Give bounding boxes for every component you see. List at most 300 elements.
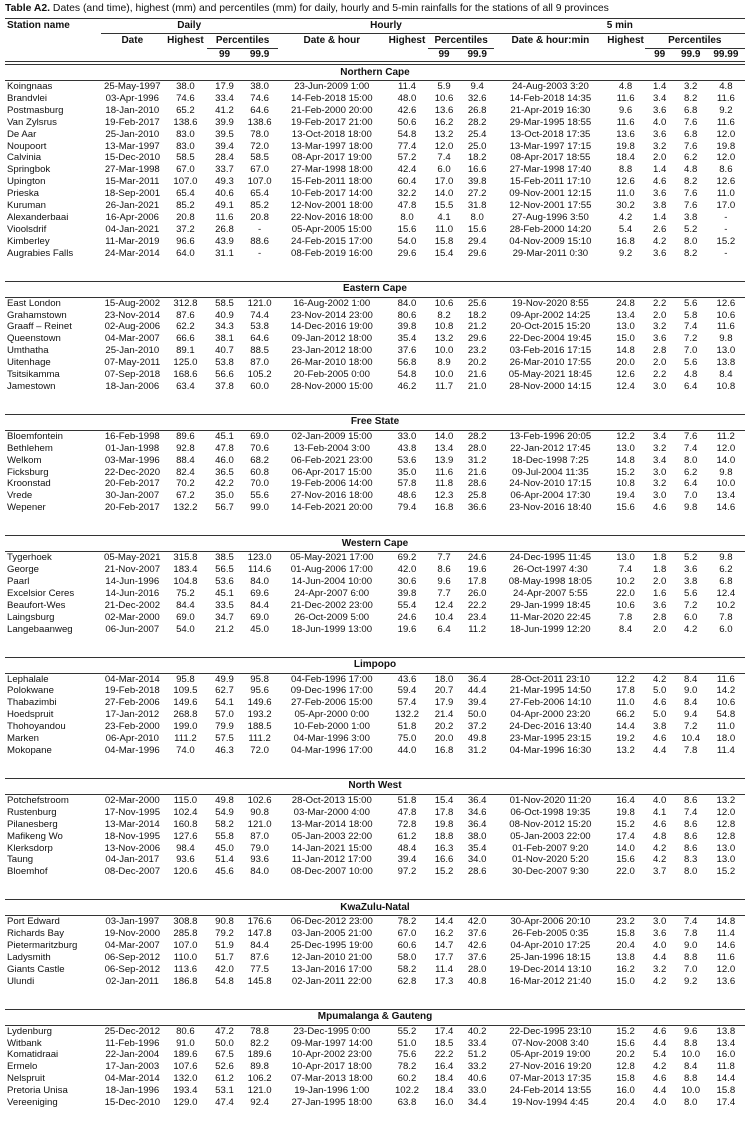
hourly-p999-cell: 31.2 [467,744,487,756]
hourly-highest-cell: 58.2 [397,963,417,975]
hourly-date-cell: 28-Oct-2013 15:00 [291,794,372,806]
daily-p999-cell: 145.8 [247,975,272,987]
hourly-date-cell: 06-Dec-2012 23:00 [290,916,373,928]
daily-p999-cell: 45.0 [250,623,269,635]
hourly-p999-cell: 40.8 [467,975,487,987]
five-min-date-cell: 07-Nov-2008 3:40 [511,1037,589,1049]
daily-highest-cell: 308.8 [173,916,198,928]
daily-date-cell: 08-Dec-2007 [104,866,161,878]
station-name-cell: Queenstown [7,333,61,345]
hourly-date-cell: 09-Mar-1997 14:00 [291,1037,373,1049]
daily-highest-cell: 160.8 [173,818,198,830]
province-section-header [5,900,745,916]
five-min-p99-cell: 4.2 [652,673,667,685]
five-min-p9999-cell: 15.2 [716,235,736,247]
daily-date-cell: 02-Aug-2006 [104,321,161,333]
daily-highest-cell: 82.4 [176,466,195,478]
daily-p99-cell: 33.7 [215,164,234,176]
hourly-p99-cell: 15.2 [434,866,454,878]
hourly-p99-cell: 10.0 [434,369,454,381]
table-row [5,952,745,964]
daily-date-cell: 24-Mar-2014 [104,247,160,259]
five-min-highest-cell: 19.4 [616,490,635,502]
five-min-p9999-cell: 10.2 [716,599,736,611]
table-row [5,212,745,224]
table-row [5,697,745,709]
five-min-p9999-cell: 13.6 [716,975,736,987]
hourly-highest-cell: 57.2 [397,152,417,164]
daily-highest-cell: 85.2 [176,200,195,212]
hourly-date-cell: 21-Feb-2000 20:00 [291,104,373,116]
daily-highest-cell: 80.6 [176,1025,195,1037]
daily-highest-cell: 65.4 [176,188,195,200]
five-min-p99-cell: 2.2 [652,297,667,309]
hourly-p99-cell: 13.9 [434,454,454,466]
five-min-p99-cell: 3.2 [652,321,667,333]
daily-p99-cell: 47.4 [215,1097,234,1109]
daily-p99-cell: 55.8 [215,830,234,842]
daily-date-cell: 25-Dec-2012 [104,1025,161,1037]
five-min-date-cell: 15-Feb-2011 17:10 [509,176,591,188]
station-name-cell: Excelsior Ceres [7,587,75,599]
daily-p99-cell: 67.5 [215,1049,234,1061]
daily-date-cell: 17-Jan-2012 [105,709,160,721]
daily-date-cell: 22-Dec-2020 [104,466,161,478]
table-row [5,928,745,940]
daily-p999-cell: 20.8 [250,211,269,223]
table-row [5,733,745,745]
hourly-p999-cell: 26.8 [467,104,487,116]
five-min-p99-cell: 4.6 [652,502,667,514]
five-min-p99-cell: 5.0 [652,685,667,697]
five-min-date-cell: 24-Apr-2007 5:55 [513,587,588,599]
five-min-highest-cell: 16.4 [616,794,635,806]
five-min-date-cell: 26-Oct-1997 4:30 [513,564,588,576]
province-name: North West [5,778,745,794]
daily-p99-cell: 31.1 [215,247,234,259]
hourly-date-cell: 19-Feb-2006 14:00 [291,478,373,490]
hourly-p999-cell: 23.4 [467,611,487,623]
daily-p999-cell: 95.8 [250,673,269,685]
station-name-cell: Pretoria Unisa [7,1085,68,1097]
daily-p99-cell: 33.5 [215,599,234,611]
five-min-p99-cell: 3.0 [652,916,667,928]
five-min-p999-cell: 9.4 [684,709,698,721]
five-min-date-cell: 22-Jan-2012 17:45 [510,442,591,454]
hourly-date-cell: 21-Dec-2002 23:00 [290,599,373,611]
section-spacer [5,514,745,536]
daily-p99-cell: 61.2 [215,1073,234,1085]
daily-p99-cell: 49.3 [215,176,234,188]
five-min-p9999-cell: 14.8 [716,916,736,928]
table-row [5,843,745,855]
five-min-highest-cell: 22.0 [616,866,635,878]
table-row [5,576,745,588]
daily-date-cell: 01-Jan-1998 [105,442,160,454]
five-min-p999-cell: 8.3 [684,854,698,866]
hourly-p99-cell: 16.8 [434,502,454,514]
daily-date-cell: 18-Nov-1995 [104,830,161,842]
five-min-p99-cell: 3.0 [652,466,667,478]
five-min-highest-cell: 14.8 [616,345,635,357]
hourly-p99-cell: 11.8 [435,478,454,490]
province-section-header [5,281,745,297]
station-name-cell: Rustenburg [7,806,57,818]
hourly-p99-cell: 20.0 [434,733,454,745]
station-name-cell: Kuruman [7,200,46,212]
five-min-highest-cell: 10.2 [616,576,635,587]
daily-highest-cell: 168.6 [173,369,198,381]
hourly-p99-cell: 10.6 [434,92,454,104]
station-name-cell: Witbank [7,1037,42,1049]
table-row [5,490,745,502]
five-min-p99-cell: 2.0 [652,623,667,635]
five-min-p999-cell: 8.0 [684,235,698,247]
five-min-p99-cell: 3.2 [652,478,667,490]
hourly-p99-cell: 10.6 [434,297,454,309]
hourly-p99-cell: 11.4 [435,963,454,975]
five-min-p99-cell: 1.4 [652,211,667,223]
table-row [5,600,745,612]
five-min-p9999-cell: 10.0 [716,478,736,490]
daily-date-cell: 04-Jan-2017 [105,854,160,866]
table-row [5,1038,745,1050]
hourly-date-cell: 18-Jun-1999 13:00 [291,623,373,635]
five-min-p999-cell: 5.6 [684,587,698,599]
hourly-highest-cell: 54.8 [397,128,417,140]
hourly-p99-cell: 7.7 [437,552,451,564]
hourly-p999-cell: 11.2 [468,623,487,635]
hourly-p99-cell: 11.7 [435,380,454,392]
five-min-p9999-cell: 12.0 [716,128,736,140]
province-name: Eastern Cape [5,281,745,297]
hourly-date-cell: 04-Mar-1996 3:00 [293,733,370,745]
table-row [5,964,745,976]
station-name-cell: Ulundi [7,975,35,987]
daily-p99-header: 99 [207,49,241,62]
hourly-highest-cell: 24.6 [397,611,417,623]
daily-highest-cell: 132.2 [173,502,198,514]
hourly-p999-cell: 34.4 [467,1097,487,1109]
table-row [5,141,745,153]
daily-p99-cell: 46.3 [215,744,234,756]
five-min-p999-cell: 7.2 [684,599,698,611]
daily-percentiles-header: Percentiles [207,34,277,49]
daily-highest-cell: 115.0 [173,794,198,806]
hourly-date-cell: 20-Feb-2005 0:00 [293,369,370,381]
daily-date-cell: 18-Jan-2010 [105,104,160,116]
five-min-p999-cell: 5.8 [684,309,698,321]
station-name-cell: Bloemfontein [7,430,63,442]
daily-p999-cell: 87.0 [250,357,269,369]
hourly-date-cell: 05-Apr-2005 15:00 [291,223,372,235]
five-min-date-cell: 26-Mar-2010 17:55 [509,357,592,369]
daily-p999-cell: 121.0 [247,297,272,309]
hourly-date-cell: 08-Dec-2007 10:00 [290,866,373,878]
five-min-date-cell: 21-Mar-1995 14:50 [509,685,592,697]
hourly-p999-cell: 26.0 [467,587,487,599]
daily-date-cell: 22-Jan-2004 [105,1049,160,1061]
five-min-p9999-cell: 14.4 [716,1073,736,1085]
five-min-date-cell: 22-Dec-1995 23:10 [509,1025,592,1037]
five-min-p99-cell: 4.0 [652,1097,667,1109]
five-min-date-cell: 04-Nov-2009 15:10 [509,235,592,247]
hourly-date-cell: 25-Dec-1995 19:00 [290,940,373,952]
section-spacer [5,878,745,900]
hourly-p999-cell: 25.4 [467,128,487,140]
five-min-p9999-cell: 6.8 [719,576,733,587]
hourly-p99-cell: 7.4 [437,152,451,164]
hourly-p99-cell: 14.4 [434,916,454,928]
five-min-date-cell: 09-Jul-2004 11:35 [512,466,589,478]
five-min-p999-cell: 7.2 [684,721,698,733]
daily-highest-cell: 83.0 [176,140,195,152]
table-row [5,105,745,117]
five-min-p99-cell: 5.4 [652,1049,667,1061]
station-name-cell: Tsitsikamma [7,369,60,381]
station-name-cell: Umthatha [7,345,49,357]
five-min-p9999-cell: 12.6 [716,297,736,309]
daily-date-cell: 19-Feb-2018 [104,685,160,697]
five-min-date-cell: 05-Jan-2003 22:00 [510,830,591,842]
table-label: Table A2. [5,3,51,14]
daily-p999-cell: 95.6 [250,685,269,697]
hourly-p999-cell: 35.4 [467,842,487,854]
five-min-p99-cell: 2.0 [652,309,667,321]
five-min-date-cell: 19-Nov-1994 4:45 [511,1097,589,1109]
five-min-p99-cell: 3.6 [652,104,667,116]
station-name-cell: Lephalale [7,673,49,685]
daily-p99-cell: 79.9 [215,721,234,733]
five-min-p99-cell: 4.4 [652,951,667,963]
daily-date-cell: 21-Dec-2002 [104,599,161,611]
station-name-cell: Calvinia [7,152,42,164]
hourly-p99-cell: 13.2 [434,333,454,345]
hourly-date-cell: 23-Nov-2014 23:00 [290,309,373,321]
daily-highest-cell: 88.4 [176,454,195,466]
hourly-p999-cell: 34.0 [467,854,487,866]
daily-p99-cell: 54.1 [215,697,234,709]
five-min-p99-cell: 3.4 [652,92,667,104]
hourly-p99-cell: 19.8 [434,818,454,830]
five-min-highest-cell: 16.2 [616,963,635,975]
hourly-date-cell: 13-Oct-2018 18:00 [291,128,372,140]
five-min-highest-cell: 30.2 [616,200,635,212]
hourly-date-cell: 27-Jan-1995 18:00 [291,1097,373,1109]
five-min-header: 5 min [494,19,745,34]
hourly-highest-cell: 59.4 [397,685,417,697]
five-min-date-cell: 28-Oct-2011 23:10 [510,673,591,685]
hourly-date-cell: 23-Jan-2012 18:00 [291,345,373,357]
five-min-p999-cell: 7.8 [684,928,698,940]
five-min-date-cell: 07-Mar-2013 17:35 [509,1073,592,1085]
station-name-cell: Grahamstown [7,309,67,321]
five-min-highest-cell: 12.6 [616,369,635,381]
station-name-cell: Augrabies Falls [7,247,74,259]
daily-p999-cell: 121.0 [247,818,272,830]
province-name: Free State [5,414,745,430]
daily-highest-cell: 54.0 [176,623,195,635]
hourly-p999-cell: 37.6 [467,951,487,963]
daily-p999-cell: 68.2 [250,454,269,466]
hourly-date-cell: 24-Feb-2015 17:00 [291,235,373,247]
five-min-date-cell: 05-May-2021 18:45 [508,369,592,381]
table-row [5,478,745,490]
daily-p99-cell: 35.0 [215,490,234,502]
daily-date-cell: 17-Jan-2003 [105,1061,160,1073]
hourly-p99-cell: 17.9 [434,697,454,709]
daily-p999-cell: 78.8 [250,1025,269,1037]
daily-p99-cell: 40.6 [215,188,234,200]
hourly-date-cell: 05-May-2021 17:00 [290,552,374,564]
five-min-highest-cell: 15.0 [616,975,635,987]
daily-highest-cell: 89.6 [176,430,195,442]
hourly-date-cell: 08-Apr-2017 19:00 [291,152,372,164]
table-row [5,369,745,381]
five-min-p9999-cell: 13.4 [716,1037,736,1049]
five-min-p99-cell: 4.4 [652,1037,667,1049]
daily-date-cell: 23-Feb-2000 [104,721,160,733]
daily-p99-cell: 37.8 [215,380,234,392]
daily-highest-cell: 87.6 [176,309,195,321]
hourly-date-cell: 06-Apr-2017 15:00 [291,466,372,478]
five-min-p99-cell: 4.2 [652,1061,667,1073]
table-row [5,831,745,843]
daily-date-cell: 02-Jan-2011 [105,975,159,987]
five-min-highest-cell: 12.6 [616,176,635,188]
hourly-p99-cell: 21.4 [434,709,454,721]
daily-date-cell: 04-Mar-2007 [104,333,160,345]
five-min-date-cell: 13-Oct-2018 17:35 [510,128,591,140]
hourly-highest-cell: 56.8 [397,357,417,369]
five-min-p99-cell: 3.0 [652,380,667,392]
hourly-p999-cell: 25.8 [467,490,487,502]
table-row [5,455,745,467]
station-name-cell: Pilanesberg [7,818,58,830]
five-min-p9999-cell: 54.8 [716,709,736,721]
five-min-p999-cell: 4.8 [684,369,698,381]
table-row [5,152,745,164]
hourly-date-cell: 14-Dec-2016 19:00 [290,321,373,333]
daily-highest-cell: 58.5 [176,152,195,164]
five-min-p999-cell: 6.4 [684,380,698,392]
daily-date-cell: 04-Mar-1996 [104,744,160,756]
station-name-cell: Klerksdorp [7,842,53,854]
station-name-cell: Laingsburg [7,611,55,623]
hourly-highest-cell: 60.2 [397,1073,417,1085]
table-row [5,176,745,188]
station-name-cell: De Aar [7,128,37,140]
five-min-p99-cell: 3.0 [652,490,667,502]
daily-highest-cell: 64.0 [176,247,195,259]
hourly-header: Hourly [278,19,495,34]
daily-p99-cell: 45.0 [215,842,234,854]
daily-date-cell: 14-Jun-2016 [105,587,160,599]
hourly-p99-cell: 8.6 [437,564,451,576]
five-min-p9999-cell: 14.6 [716,502,736,514]
five-min-highest-cell: 12.2 [616,430,635,442]
five-min-p99-cell: 2.0 [652,357,667,369]
daily-date-cell: 13-Mar-1997 [104,140,160,152]
daily-p99-cell: 54.8 [215,975,234,987]
five-min-highest-cell: 15.2 [616,818,635,830]
five-min-p999-cell: 8.8 [684,1037,698,1049]
daily-highest-cell: 138.6 [173,116,198,128]
hourly-date-cell: 09-Jan-2012 18:00 [291,333,373,345]
five-min-p999-cell: 4.8 [684,164,698,176]
five-min-highest-cell: 8.8 [618,164,633,176]
hourly-highest-cell: 47.8 [397,200,417,212]
hourly-highest-cell: 39.8 [397,321,417,333]
five-min-p99-cell: 4.6 [652,1073,667,1085]
daily-p99-cell: 21.2 [215,623,234,635]
daily-highest-cell: 84.4 [176,599,195,611]
hourly-highest-cell: 72.8 [397,818,417,830]
five-min-p9999-cell: 12.0 [716,152,736,164]
five-min-p9999-cell: 12.8 [716,830,736,842]
station-name-cell: Giants Castle [7,963,65,975]
hourly-p99-cell: 16.4 [434,1061,454,1073]
province-section-header [5,657,745,673]
five-min-p9999-cell: 13.0 [716,345,736,357]
five-min-p9999-cell: 11.4 [716,744,735,756]
five-min-highest-cell: 9.6 [618,104,633,116]
hourly-p99-cell: 12.4 [434,599,454,611]
daily-highest-cell: 132.0 [173,1073,198,1085]
five-min-p9999-cell: 14.6 [716,940,736,952]
hourly-p999-cell: 16.6 [467,164,487,176]
daily-p99-cell: 38.5 [215,552,234,564]
five-min-p9999-cell: 12.0 [716,963,736,975]
five-min-p999-cell: 7.0 [684,963,698,975]
table-row [5,1025,745,1037]
table-row [5,310,745,322]
hourly-highest-cell: 75.6 [397,1049,417,1061]
hourly-p999-cell: 51.2 [467,1049,487,1061]
five-min-p99-cell: 5.0 [652,709,667,721]
station-name-cell: Prieska [7,188,39,200]
hourly-p999-cell: 28.6 [467,866,487,878]
daily-p999-cell: 84.4 [250,599,269,611]
hourly-highest-cell: 43.6 [397,673,417,685]
hourly-p999-cell: 34.6 [467,806,487,818]
daily-p999-cell: 193.2 [247,709,272,721]
hourly-p99-cell: 5.9 [437,81,451,92]
hourly-p999-cell: 19.6 [467,564,487,576]
table-row [5,443,745,455]
daily-p999-cell: 87.6 [250,951,269,963]
daily-date-cell: 14-Jun-1996 [105,576,160,587]
five-min-p9999-cell: 11.6 [716,673,735,685]
five-min-p9999-cell: 13.8 [716,1025,736,1037]
hourly-p999-cell: 25.6 [467,297,487,309]
five-min-p99-cell: 4.4 [652,1085,667,1097]
five-min-p99-cell: 2.0 [652,152,667,164]
hourly-p99-cell: 15.4 [434,794,454,806]
hourly-highest-cell: 102.2 [394,1085,419,1097]
daily-date-cell: 19-Feb-2017 [104,116,160,128]
hourly-date-cell: 26-Mar-2010 18:00 [291,357,373,369]
hourly-date-cell: 14-Feb-2021 20:00 [291,502,373,514]
province-section-header [5,65,745,81]
five-min-date-cell: 11-Mar-2020 22:45 [509,611,591,623]
daily-highest-cell: 67.2 [176,490,195,502]
five-min-highest-cell: 8.4 [618,623,633,635]
daily-highest-cell: 66.6 [176,333,195,345]
daily-highest-cell: 149.6 [173,697,198,709]
hourly-highest-cell: 97.2 [397,866,417,878]
hourly-highest-cell: 35.4 [397,333,417,345]
